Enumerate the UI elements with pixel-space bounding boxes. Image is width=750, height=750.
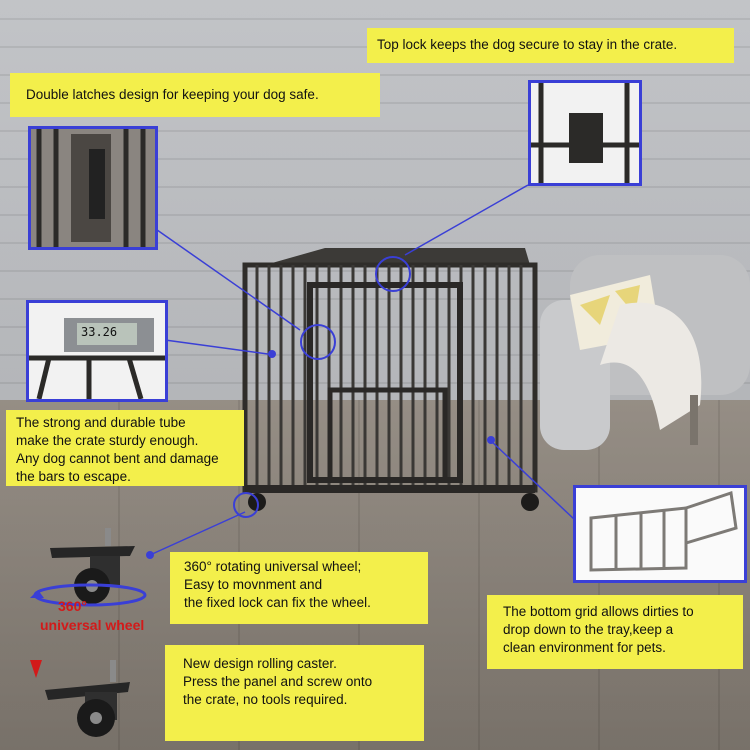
wheel-text-2: Easy to movnment and xyxy=(184,577,323,592)
double-latch-callout xyxy=(10,73,380,117)
tube-pointer-dot xyxy=(268,350,276,358)
caliper-closeup-image xyxy=(29,303,165,399)
tube-text-3: Any dog cannot bent and damage xyxy=(16,451,219,466)
tube-text-1: The strong and durable tube xyxy=(16,415,186,430)
grid-text-1: The bottom grid allows dirties to xyxy=(503,604,694,619)
wheel-pointer-dot xyxy=(146,551,154,559)
double-latch-text: Double latches design for keeping your dog safe. xyxy=(26,87,319,102)
caster-text-3: the crate, no tools required. xyxy=(183,692,348,707)
grid-text-2: drop down to the tray,keep a xyxy=(503,622,674,637)
caliper-reading: 33.26 xyxy=(81,325,118,339)
caster-callout xyxy=(165,645,424,741)
wheel-text-1: 360° rotating universal wheel; xyxy=(184,559,362,574)
top-lock-highlight-ring xyxy=(375,256,411,292)
top-lock-closeup-image xyxy=(531,83,639,183)
caliper-closeup-inset xyxy=(26,300,168,402)
wheel-degrees-label: 360° xyxy=(58,598,87,614)
latch-highlight-ring xyxy=(300,324,336,360)
top-lock-callout xyxy=(367,28,734,63)
wheel-text-3: the fixed lock can fix the wheel. xyxy=(184,595,371,610)
wheel-highlight-ring xyxy=(233,492,259,518)
latch-closeup-image xyxy=(31,129,155,247)
folded-crate-inset xyxy=(573,485,747,583)
tube-text-2: make the crate sturdy enough. xyxy=(16,433,199,448)
rolling-caster-image xyxy=(30,660,140,740)
caster-text-2: Press the panel and screw onto xyxy=(183,674,373,689)
wheel-callout xyxy=(170,552,428,624)
top-lock-text: Top lock keeps the dog secure to stay in the crate. xyxy=(377,37,678,52)
tube-text-4: the bars to escape. xyxy=(16,469,131,484)
caster-text-1: New design rolling caster. xyxy=(183,656,337,671)
tube-callout xyxy=(6,410,244,486)
grid-text-3: clean environment for pets. xyxy=(503,640,666,655)
grid-pointer-dot xyxy=(487,436,495,444)
folded-crate-image xyxy=(576,488,744,580)
latch-closeup-inset xyxy=(28,126,158,250)
bottom-grid-callout xyxy=(487,595,743,669)
wheel-caption-label: universal wheel xyxy=(40,617,145,633)
top-lock-closeup-inset xyxy=(528,80,642,186)
rotation-arrow-icon xyxy=(30,580,150,610)
